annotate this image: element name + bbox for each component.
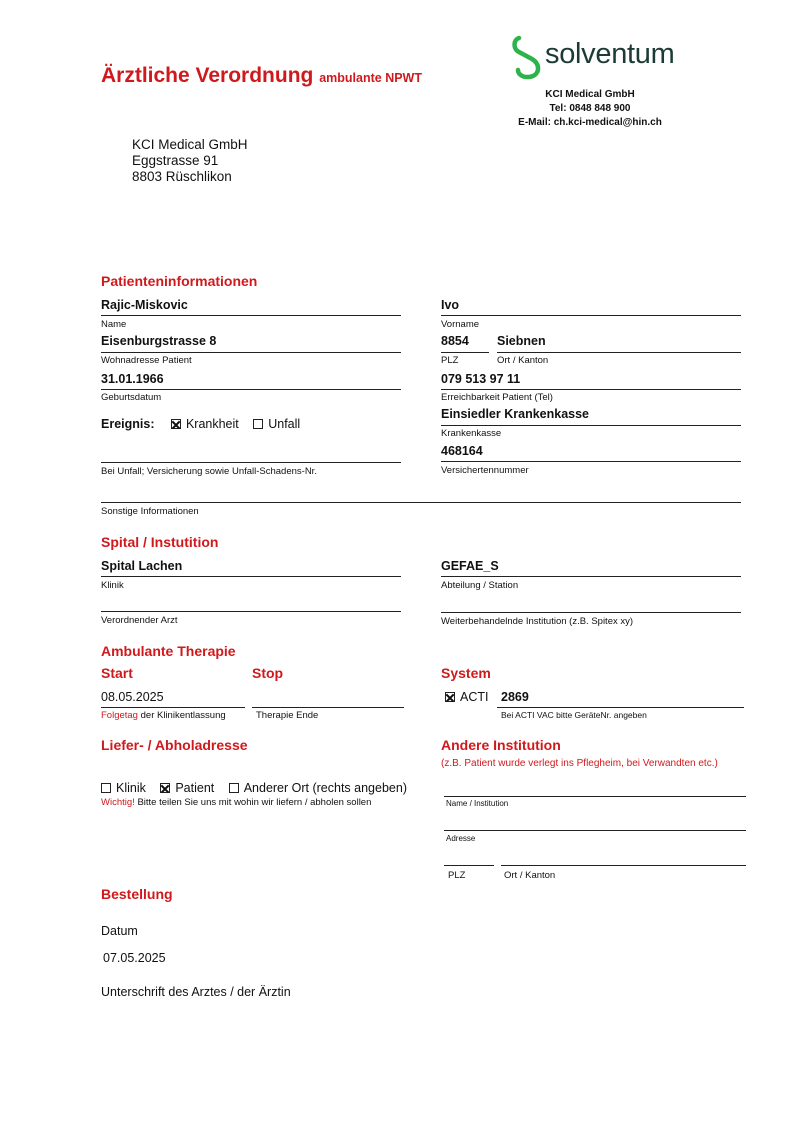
underline bbox=[497, 707, 744, 708]
underline bbox=[101, 707, 245, 708]
logo-text: solventum bbox=[545, 38, 675, 70]
delivery-options bbox=[101, 779, 407, 797]
label-stop: Stop bbox=[252, 665, 284, 681]
label-doctor: Verordnender Arzt bbox=[101, 615, 178, 626]
recipient-address bbox=[132, 137, 248, 185]
section-therapy: Ambulante Therapie bbox=[101, 643, 236, 659]
solventum-logo-icon bbox=[510, 34, 544, 80]
label-dob: Geburtsdatum bbox=[101, 392, 162, 403]
label-tel: Erreichbarkeit Patient (Tel) bbox=[441, 392, 553, 403]
document-title bbox=[101, 64, 422, 88]
label-institution-name: Name / Institution bbox=[446, 799, 509, 808]
recipient-line-2: Eggstrasse 91 bbox=[132, 153, 219, 168]
label-date: Datum bbox=[101, 924, 138, 938]
section-delivery: Liefer- / Abholadresse bbox=[101, 737, 248, 753]
delivery-option-klinik[interactable] bbox=[101, 781, 146, 795]
institution-address-line[interactable] bbox=[444, 830, 746, 831]
option-label: Patient bbox=[175, 781, 215, 795]
underline bbox=[441, 389, 741, 390]
label-accident: Bei Unfall; Versicherung sowie Unfall-Schadens-Nr. bbox=[101, 466, 317, 477]
underline bbox=[101, 315, 401, 316]
event-label: Ereignis: bbox=[101, 417, 155, 431]
followday-rest: der Klinikentlassung bbox=[140, 710, 226, 721]
company-tel: Tel: 0848 848 900 bbox=[549, 103, 631, 114]
underline bbox=[101, 576, 401, 577]
label-insurance: Krankenkasse bbox=[441, 428, 502, 439]
option-label: Anderer Ort (rechts angeben) bbox=[243, 781, 407, 795]
label-clinic: Klinik bbox=[101, 580, 124, 591]
patient-vorname[interactable]: Ivo bbox=[441, 298, 460, 312]
event-row bbox=[101, 415, 300, 433]
option-label: Unfall bbox=[268, 417, 301, 431]
institution-plz-line[interactable] bbox=[444, 865, 494, 866]
followup-field-line[interactable] bbox=[441, 612, 741, 613]
label-system-hint: Bei ACTI VAC bitte GeräteNr. angeben bbox=[501, 710, 647, 720]
checkbox-unchecked[interactable] bbox=[253, 419, 263, 429]
recipient-line-1: KCI Medical GmbH bbox=[132, 137, 248, 152]
company-email: E-Mail: ch.kci-medical@hin.ch bbox=[518, 117, 662, 128]
section-order: Bestellung bbox=[101, 886, 173, 902]
patient-insurance[interactable]: Einsiedler Krankenkasse bbox=[441, 407, 589, 421]
label-ort: Ort / Kanton bbox=[497, 355, 549, 366]
doctor-field-line[interactable] bbox=[101, 611, 401, 612]
title-subtitle: ambulante NPWT bbox=[319, 71, 422, 85]
institution-name-line[interactable] bbox=[444, 796, 746, 797]
hospital-dept[interactable]: GEFAE_S bbox=[441, 559, 499, 573]
delivery-option-patient[interactable] bbox=[160, 781, 214, 795]
other-info-line[interactable] bbox=[101, 502, 741, 503]
option-label: ACTI bbox=[460, 690, 489, 704]
patient-dob[interactable]: 31.01.1966 bbox=[101, 372, 164, 386]
accident-field-line[interactable] bbox=[101, 462, 401, 463]
patient-tel[interactable]: 079 513 97 11 bbox=[441, 372, 521, 386]
label-start: Start bbox=[101, 665, 133, 681]
underline bbox=[497, 352, 741, 353]
section-other-institution: Andere Institution bbox=[441, 737, 561, 753]
label-vorname: Vorname bbox=[441, 319, 480, 330]
label-signature: Unterschrift des Arztes / der Ärztin bbox=[101, 985, 291, 999]
label-insured-no: Versichertennummer bbox=[441, 465, 529, 476]
underline bbox=[441, 352, 489, 353]
underline bbox=[441, 315, 741, 316]
label-followup: Weiterbehandelnde Institution (z.B. Spitex xy) bbox=[441, 616, 634, 627]
company-name: KCI Medical GmbH bbox=[545, 89, 635, 100]
institution-ort-line[interactable] bbox=[501, 865, 746, 866]
section-patient: Patienteninformationen bbox=[101, 273, 258, 289]
underline bbox=[101, 389, 401, 390]
label-therapy-end: Therapie Ende bbox=[256, 710, 319, 721]
underline bbox=[441, 461, 741, 462]
company-block bbox=[470, 88, 710, 130]
label-dept: Abteilung / Station bbox=[441, 580, 519, 591]
therapy-start-value[interactable]: 08.05.2025 bbox=[101, 690, 164, 704]
order-date-value[interactable]: 07.05.2025 bbox=[103, 951, 166, 965]
label-followday bbox=[101, 710, 226, 721]
label-name: Name bbox=[101, 319, 127, 330]
recipient-line-3: 8803 Rüschlikon bbox=[132, 169, 232, 184]
checkbox-unchecked[interactable] bbox=[101, 783, 111, 793]
label-other-info: Sonstige Informationen bbox=[101, 506, 199, 517]
therapy-end-line[interactable] bbox=[252, 707, 404, 708]
label-system: System bbox=[441, 665, 491, 681]
label-institution-ort: Ort / Kanton bbox=[504, 870, 556, 881]
system-option-acti[interactable] bbox=[445, 690, 488, 704]
checkbox-checked[interactable] bbox=[171, 419, 181, 429]
option-label: Krankheit bbox=[185, 417, 239, 431]
section-hospital: Spital / Instutition bbox=[101, 534, 219, 550]
system-number[interactable]: 2869 bbox=[501, 690, 529, 704]
checkbox-checked[interactable] bbox=[445, 692, 455, 702]
patient-name[interactable]: Rajic-Miskovic bbox=[101, 298, 188, 312]
delivery-note bbox=[101, 797, 371, 808]
underline bbox=[101, 352, 401, 353]
option-label: Klinik bbox=[116, 781, 146, 795]
note-important: Wichtig! bbox=[101, 797, 135, 808]
title-main: Ärztliche Verordnung bbox=[101, 64, 314, 87]
patient-ort[interactable]: Siebnen bbox=[497, 334, 546, 348]
event-option-krankheit[interactable] bbox=[171, 417, 239, 431]
note-text: Bitte teilen Sie uns mit wohin wir liefern / abholen sollen bbox=[137, 797, 372, 808]
label-institution-plz: PLZ bbox=[448, 870, 466, 881]
label-institution-address: Adresse bbox=[446, 834, 476, 843]
other-institution-hint: (z.B. Patient wurde verlegt ins Pflegheim, bei Verwandten etc.) bbox=[441, 758, 718, 769]
underline bbox=[441, 425, 741, 426]
followday-red: Folgetag bbox=[101, 710, 138, 721]
patient-insured-no[interactable]: 468164 bbox=[441, 444, 483, 458]
checkbox-unchecked[interactable] bbox=[229, 783, 239, 793]
delivery-option-other[interactable] bbox=[229, 781, 407, 795]
label-plz: PLZ bbox=[441, 355, 459, 366]
checkbox-checked[interactable] bbox=[160, 783, 170, 793]
underline bbox=[441, 576, 741, 577]
label-address: Wohnadresse Patient bbox=[101, 355, 192, 366]
patient-address[interactable]: Eisenburgstrasse 8 bbox=[101, 334, 217, 348]
hospital-clinic[interactable]: Spital Lachen bbox=[101, 559, 183, 573]
patient-plz[interactable]: 8854 bbox=[441, 334, 469, 348]
event-option-unfall[interactable] bbox=[253, 417, 300, 431]
